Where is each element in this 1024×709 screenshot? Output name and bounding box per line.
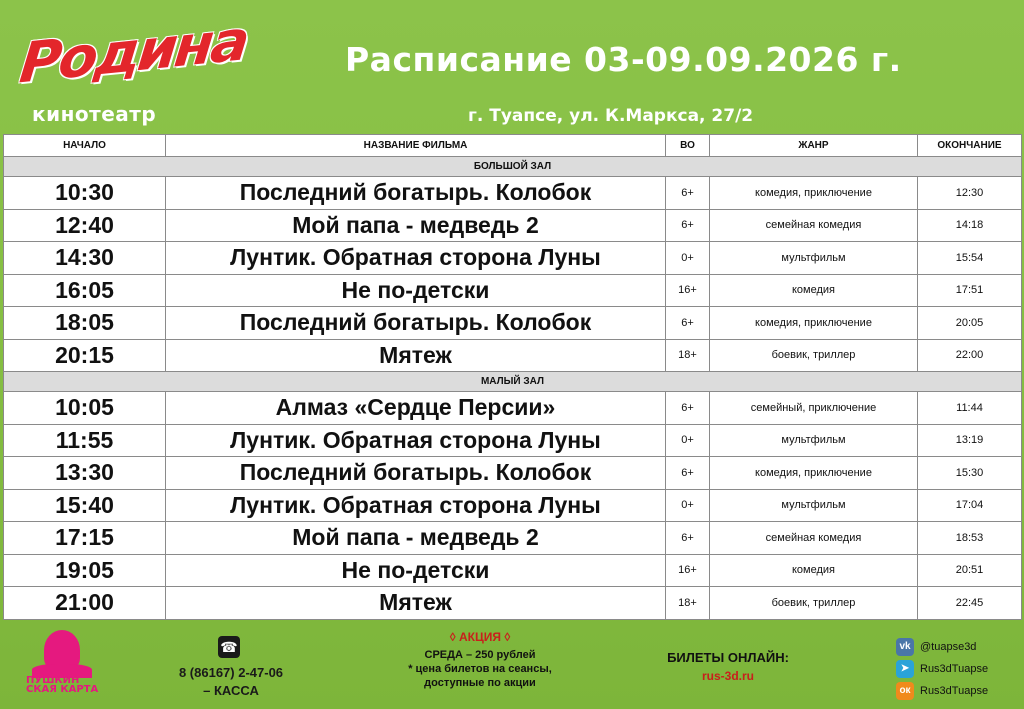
phone-label: – КАССА [203,683,259,698]
cell-genre: семейная комедия [710,209,918,242]
cell-film: Мятеж [166,339,666,372]
cell-age: 6+ [666,392,710,425]
promo-price: СРЕДА – 250 рублей [424,649,536,661]
vk-icon: vk [896,638,914,656]
page-title: Расписание 03-09.09.2026 г. [345,40,902,79]
cell-genre: семейный, приключение [710,392,918,425]
cell-film: Последний богатырь. Колобок [166,177,666,210]
schedule-body [4,157,1022,620]
table-row [4,587,1022,620]
table-row [4,554,1022,587]
column-header-film: НАЗВАНИЕ ФИЛЬМА [166,135,666,157]
column-header-start: НАЧАЛО [4,135,166,157]
cell-film: Мятеж [166,587,666,620]
cell-age: 6+ [666,522,710,555]
social-link[interactable] [896,680,1020,702]
cell-film: Лунтик. Обратная сторона Луны [166,424,666,457]
telegram-icon: ➤ [896,660,914,678]
cell-genre: семейная комедия [710,522,918,555]
cell-end: 14:18 [918,209,1022,242]
cell-film: Лунтик. Обратная сторона Луны [166,242,666,275]
social-handle: Rus3dTuapse [920,663,989,675]
hall-header-row [4,372,1022,392]
cell-film: Мой папа - медведь 2 [166,209,666,242]
social-link[interactable] [896,658,1020,680]
cell-film: Не по-детски [166,554,666,587]
hall-header-row [4,157,1022,177]
cell-start: 15:40 [4,489,166,522]
cell-film: Последний богатырь. Колобок [166,307,666,340]
cinema-logo [16,8,250,130]
promo-note: * цена билетов на сеансы, доступные по акции [408,663,552,689]
table-row [4,424,1022,457]
promo-title: ◊ АКЦИЯ ◊ [449,630,511,644]
cell-genre: комедия, приключение [710,177,918,210]
social-link[interactable] [896,636,1020,658]
cell-age: 6+ [666,457,710,490]
cell-start: 21:00 [4,587,166,620]
header [0,0,1024,134]
cell-film: Алмаз «Сердце Персии» [166,392,666,425]
cell-start: 10:05 [4,392,166,425]
logo-wordmark: Родина [16,8,250,97]
table-row [4,339,1022,372]
table-row [4,522,1022,555]
table-header-row [4,135,1022,157]
address: г. Туапсе, ул. К.Маркса, 27/2 [468,106,754,126]
cell-genre: боевик, триллер [710,339,918,372]
cell-start: 10:30 [4,177,166,210]
column-header-age: ВО [666,135,710,157]
cell-age: 6+ [666,307,710,340]
cell-film: Последний богатырь. Колобок [166,457,666,490]
cell-age: 18+ [666,339,710,372]
hall-name: МАЛЫЙ ЗАЛ [4,372,1022,392]
logo-subtitle: кинотеатр [32,102,157,126]
cell-film: Лунтик. Обратная сторона Луны [166,489,666,522]
phone-icon: ☎ [218,636,240,658]
table-row [4,242,1022,275]
cell-end: 22:45 [918,587,1022,620]
table-row [4,457,1022,490]
schedule-table [3,134,1022,620]
tickets-link[interactable]: rus-3d.ru [701,669,754,683]
cell-genre: боевик, триллер [710,587,918,620]
cell-genre: мультфильм [710,489,918,522]
cell-start: 19:05 [4,554,166,587]
cell-genre: мультфильм [710,242,918,275]
box-office-phone[interactable] [166,664,296,700]
cell-start: 17:15 [4,522,166,555]
cell-start: 14:30 [4,242,166,275]
cell-age: 6+ [666,209,710,242]
column-header-genre: ЖАНР [710,135,918,157]
cell-age: 18+ [666,587,710,620]
table-row [4,274,1022,307]
cell-start: 18:05 [4,307,166,340]
table-row [4,209,1022,242]
cell-genre: комедия [710,274,918,307]
cell-end: 15:30 [918,457,1022,490]
cell-end: 13:19 [918,424,1022,457]
table-row [4,177,1022,210]
cell-age: 16+ [666,554,710,587]
cell-genre: комедия [710,554,918,587]
cell-age: 0+ [666,489,710,522]
cell-genre: комедия, приключение [710,457,918,490]
cell-end: 20:05 [918,307,1022,340]
cell-genre: комедия, приключение [710,307,918,340]
cell-start: 20:15 [4,339,166,372]
cell-end: 20:51 [918,554,1022,587]
column-header-end: ОКОНЧАНИЕ [918,135,1022,157]
cell-end: 11:44 [918,392,1022,425]
cell-genre: мультфильм [710,424,918,457]
social-handle: @tuapse3d [920,641,977,653]
cell-start: 16:05 [4,274,166,307]
cell-film: Не по-детски [166,274,666,307]
cell-end: 17:51 [918,274,1022,307]
table-row [4,392,1022,425]
phone-number: 8 (86167) 2-47-06 [178,665,284,680]
cell-end: 12:30 [918,177,1022,210]
cell-end: 18:53 [918,522,1022,555]
social-handle: Rus3dTuapse [920,685,989,697]
cell-age: 0+ [666,424,710,457]
pushkin-card-logo [26,630,108,702]
tickets-label: БИЛЕТЫ ОНЛАЙН: [667,650,789,665]
odnoklassniki-icon: ок [896,682,914,700]
cell-end: 17:04 [918,489,1022,522]
cell-age: 6+ [666,177,710,210]
cell-start: 11:55 [4,424,166,457]
pushkin-card-label: ПУШКИН СКАЯ КАРТА [26,675,99,695]
social-links [896,636,1020,702]
cell-film: Мой папа - медведь 2 [166,522,666,555]
cell-end: 15:54 [918,242,1022,275]
cell-end: 22:00 [918,339,1022,372]
online-tickets [658,650,798,683]
cell-age: 0+ [666,242,710,275]
hall-name: БОЛЬШОЙ ЗАЛ [4,157,1022,177]
cell-start: 12:40 [4,209,166,242]
table-row [4,307,1022,340]
cell-age: 16+ [666,274,710,307]
promo-block [400,630,560,690]
table-row [4,489,1022,522]
cell-start: 13:30 [4,457,166,490]
